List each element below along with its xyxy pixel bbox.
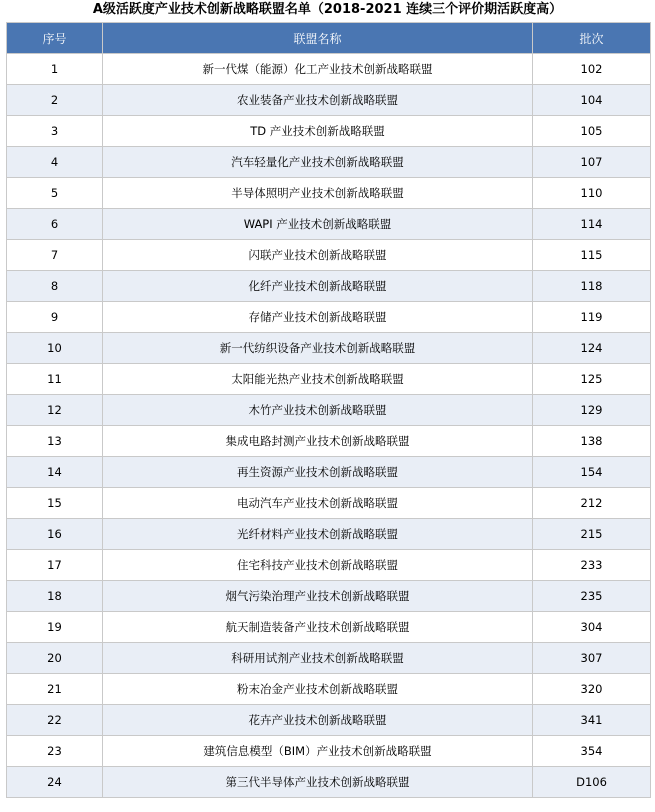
cell-alliance-name: 汽车轻量化产业技术创新战略联盟 bbox=[103, 147, 533, 178]
cell-index: 4 bbox=[7, 147, 103, 178]
cell-index: 20 bbox=[7, 643, 103, 674]
table-row bbox=[7, 395, 651, 426]
cell-index: 23 bbox=[7, 736, 103, 767]
cell-index: 6 bbox=[7, 209, 103, 240]
cell-batch: 354 bbox=[533, 736, 651, 767]
table-row bbox=[7, 116, 651, 147]
cell-alliance-name: 新一代纺织设备产业技术创新战略联盟 bbox=[103, 333, 533, 364]
cell-batch: 115 bbox=[533, 240, 651, 271]
cell-alliance-name: 太阳能光热产业技术创新战略联盟 bbox=[103, 364, 533, 395]
column-header-batch: 批次 bbox=[533, 23, 651, 54]
table-row bbox=[7, 550, 651, 581]
cell-alliance-name: 住宅科技产业技术创新战略联盟 bbox=[103, 550, 533, 581]
cell-alliance-name: 烟气污染治理产业技术创新战略联盟 bbox=[103, 581, 533, 612]
cell-alliance-name: 半导体照明产业技术创新战略联盟 bbox=[103, 178, 533, 209]
cell-alliance-name: 再生资源产业技术创新战略联盟 bbox=[103, 457, 533, 488]
table-row bbox=[7, 643, 651, 674]
cell-batch: 102 bbox=[533, 54, 651, 85]
cell-alliance-name: WAPI 产业技术创新战略联盟 bbox=[103, 209, 533, 240]
cell-batch: 233 bbox=[533, 550, 651, 581]
cell-alliance-name: 新一代煤（能源）化工产业技术创新战略联盟 bbox=[103, 54, 533, 85]
table-row bbox=[7, 767, 651, 798]
cell-batch: 114 bbox=[533, 209, 651, 240]
cell-batch: 105 bbox=[533, 116, 651, 147]
cell-batch: 110 bbox=[533, 178, 651, 209]
cell-alliance-name: 木竹产业技术创新战略联盟 bbox=[103, 395, 533, 426]
cell-alliance-name: 花卉产业技术创新战略联盟 bbox=[103, 705, 533, 736]
cell-batch: 320 bbox=[533, 674, 651, 705]
table-row bbox=[7, 581, 651, 612]
cell-index: 19 bbox=[7, 612, 103, 643]
table-row bbox=[7, 705, 651, 736]
cell-alliance-name: 建筑信息模型（BIM）产业技术创新战略联盟 bbox=[103, 736, 533, 767]
cell-batch: 235 bbox=[533, 581, 651, 612]
table-row bbox=[7, 736, 651, 767]
cell-index: 5 bbox=[7, 178, 103, 209]
cell-index: 9 bbox=[7, 302, 103, 333]
column-header-index: 序号 bbox=[7, 23, 103, 54]
table-row bbox=[7, 674, 651, 705]
table-row bbox=[7, 488, 651, 519]
cell-batch: 107 bbox=[533, 147, 651, 178]
cell-index: 24 bbox=[7, 767, 103, 798]
cell-alliance-name: 集成电路封测产业技术创新战略联盟 bbox=[103, 426, 533, 457]
table-row bbox=[7, 426, 651, 457]
table-row bbox=[7, 333, 651, 364]
table-row bbox=[7, 302, 651, 333]
table-row bbox=[7, 85, 651, 116]
table-row bbox=[7, 612, 651, 643]
cell-index: 2 bbox=[7, 85, 103, 116]
cell-batch: 154 bbox=[533, 457, 651, 488]
table-row bbox=[7, 209, 651, 240]
table-header-row bbox=[7, 23, 651, 54]
cell-index: 11 bbox=[7, 364, 103, 395]
table-row bbox=[7, 271, 651, 302]
cell-index: 3 bbox=[7, 116, 103, 147]
cell-alliance-name: 闪联产业技术创新战略联盟 bbox=[103, 240, 533, 271]
cell-index: 14 bbox=[7, 457, 103, 488]
cell-index: 1 bbox=[7, 54, 103, 85]
cell-batch: D106 bbox=[533, 767, 651, 798]
cell-batch: 138 bbox=[533, 426, 651, 457]
cell-batch: 212 bbox=[533, 488, 651, 519]
cell-index: 7 bbox=[7, 240, 103, 271]
cell-index: 22 bbox=[7, 705, 103, 736]
cell-batch: 307 bbox=[533, 643, 651, 674]
table-row bbox=[7, 178, 651, 209]
table-row bbox=[7, 54, 651, 85]
cell-alliance-name: 科研用试剂产业技术创新战略联盟 bbox=[103, 643, 533, 674]
table-body bbox=[7, 54, 651, 798]
table-row bbox=[7, 457, 651, 488]
cell-alliance-name: 航天制造装备产业技术创新战略联盟 bbox=[103, 612, 533, 643]
cell-alliance-name: TD 产业技术创新战略联盟 bbox=[103, 116, 533, 147]
cell-alliance-name: 光纤材料产业技术创新战略联盟 bbox=[103, 519, 533, 550]
cell-batch: 129 bbox=[533, 395, 651, 426]
cell-index: 21 bbox=[7, 674, 103, 705]
cell-index: 12 bbox=[7, 395, 103, 426]
table-row bbox=[7, 364, 651, 395]
cell-batch: 119 bbox=[533, 302, 651, 333]
cell-batch: 118 bbox=[533, 271, 651, 302]
cell-index: 13 bbox=[7, 426, 103, 457]
cell-alliance-name: 农业装备产业技术创新战略联盟 bbox=[103, 85, 533, 116]
cell-batch: 125 bbox=[533, 364, 651, 395]
cell-batch: 124 bbox=[533, 333, 651, 364]
cell-alliance-name: 存储产业技术创新战略联盟 bbox=[103, 302, 533, 333]
cell-batch: 341 bbox=[533, 705, 651, 736]
cell-alliance-name: 电动汽车产业技术创新战略联盟 bbox=[103, 488, 533, 519]
cell-index: 10 bbox=[7, 333, 103, 364]
cell-index: 16 bbox=[7, 519, 103, 550]
page-title: A级活跃度产业技术创新战略联盟名单（2018-2021 连续三个评价期活跃度高） bbox=[92, 2, 563, 17]
cell-index: 8 bbox=[7, 271, 103, 302]
cell-index: 15 bbox=[7, 488, 103, 519]
cell-batch: 104 bbox=[533, 85, 651, 116]
cell-alliance-name: 化纤产业技术创新战略联盟 bbox=[103, 271, 533, 302]
column-header-name: 联盟名称 bbox=[103, 23, 533, 54]
cell-index: 18 bbox=[7, 581, 103, 612]
cell-batch: 215 bbox=[533, 519, 651, 550]
table-row bbox=[7, 240, 651, 271]
table-row bbox=[7, 147, 651, 178]
cell-alliance-name: 粉末冶金产业技术创新战略联盟 bbox=[103, 674, 533, 705]
alliance-table bbox=[6, 22, 651, 798]
cell-batch: 304 bbox=[533, 612, 651, 643]
cell-index: 17 bbox=[7, 550, 103, 581]
table-row bbox=[7, 519, 651, 550]
cell-alliance-name: 第三代半导体产业技术创新战略联盟 bbox=[103, 767, 533, 798]
